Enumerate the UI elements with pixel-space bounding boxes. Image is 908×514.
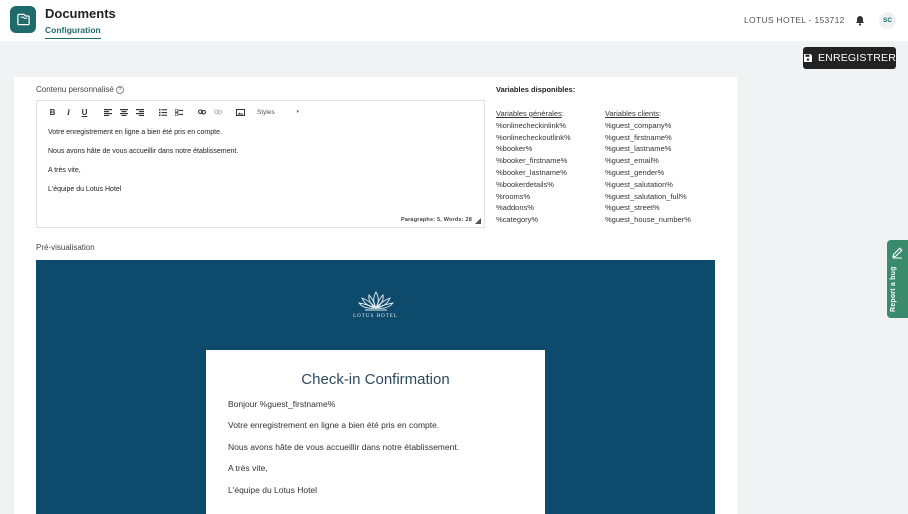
editor-toolbar <box>37 101 484 123</box>
email-body <box>228 400 459 507</box>
numbered-list-icon <box>159 109 167 116</box>
preview-label: Pré-visualisation <box>36 243 95 252</box>
tab-configuration[interactable]: Configuration <box>45 25 101 39</box>
variable-item[interactable]: %onlinecheckinlink% <box>496 120 567 130</box>
top-header <box>0 0 908 41</box>
numbered-list-button[interactable] <box>155 105 170 120</box>
align-right-button[interactable] <box>132 105 147 120</box>
variable-item[interactable]: %booker% <box>496 144 533 154</box>
email-card <box>206 350 545 514</box>
bold-icon: B <box>49 107 56 117</box>
bullet-list-icon <box>175 109 183 116</box>
client-variables-heading: Variables clients <box>605 109 660 118</box>
custom-content-label-text: Contenu personnalisé <box>36 85 114 94</box>
italic-icon: I <box>66 107 71 117</box>
variable-item[interactable]: %bookerdetails% <box>496 179 554 189</box>
rich-text-editor[interactable] <box>36 100 485 228</box>
bold-button[interactable] <box>45 105 60 120</box>
align-center-button[interactable] <box>116 105 131 120</box>
variable-item[interactable]: %onlinecheckoutlink% <box>496 132 571 142</box>
underline-icon: U <box>81 107 88 117</box>
bullet-list-button[interactable] <box>171 105 186 120</box>
variable-item[interactable]: %guest_salutation% <box>605 179 673 189</box>
link-button[interactable] <box>194 105 209 120</box>
variable-item[interactable]: %category% <box>496 215 539 225</box>
variable-item[interactable]: %guest_house_number% <box>605 215 691 225</box>
user-avatar[interactable]: SC <box>879 12 896 29</box>
align-center-icon <box>120 109 128 116</box>
hotel-brand <box>36 290 715 319</box>
variable-item[interactable]: %rooms% <box>496 191 531 201</box>
editor-paragraph: Votre enregistrement en ligne a bien été pris en compte. <box>48 129 222 136</box>
editor-paragraph: A très vite, <box>48 167 81 174</box>
variable-item[interactable]: %guest_gender% <box>605 167 665 177</box>
link-icon <box>198 109 206 115</box>
documents-app-logo[interactable] <box>10 6 36 33</box>
align-right-icon <box>136 109 144 116</box>
lotus-logo-icon <box>357 290 395 312</box>
page-title: Documents <box>45 6 116 21</box>
variable-item[interactable]: %guest_email% <box>605 156 659 166</box>
email-line: A très vite, <box>228 463 268 474</box>
email-line: L'équipe du Lotus Hotel <box>228 484 318 495</box>
notifications-button[interactable] <box>852 12 868 28</box>
variable-item[interactable]: %booker_lastname% <box>496 167 567 177</box>
unlink-icon <box>214 109 222 115</box>
variable-item[interactable]: %guest_company% <box>605 120 672 130</box>
client-variables-list: Variables clients: %guest_company% %guest_firstname% %guest_lastname% %guest_email% %guest_gender% %guest_salutation% %guest_salutation_full% %guest_street% %guest_house_number% <box>605 109 691 225</box>
image-icon <box>236 109 245 116</box>
email-preview <box>36 260 715 514</box>
general-variables-heading: Variables générales <box>496 109 562 118</box>
variable-item[interactable]: %guest_lastname% <box>605 144 672 154</box>
italic-button[interactable] <box>61 105 76 120</box>
styles-dropdown[interactable] <box>255 105 301 119</box>
unlink-button[interactable] <box>210 105 225 120</box>
variable-item[interactable]: %guest_firstname% <box>605 132 672 142</box>
editor-paragraph: Nous avons hâte de vous accueillir dans notre établissement. <box>48 148 239 155</box>
align-left-button[interactable] <box>100 105 115 120</box>
custom-content-label <box>36 85 124 94</box>
styles-dropdown-label: Styles <box>257 108 275 116</box>
variable-item[interactable]: %booker_firstname% <box>496 156 568 166</box>
editor-paragraph: L'équipe du Lotus Hotel <box>48 186 122 193</box>
save-button[interactable] <box>803 47 896 69</box>
hotel-selector[interactable]: LOTUS HOTEL - 153712 <box>744 15 845 25</box>
resize-handle-icon[interactable] <box>475 218 481 224</box>
variable-item[interactable]: %addons% <box>496 203 534 213</box>
general-variables-list: Variables générales: %onlinecheckinlink% %onlinecheckoutlink% %booker% %booker_firstname% %booker_lastname% %bookerdetails% %rooms% %addons% %category% <box>496 109 571 225</box>
editor-content[interactable] <box>48 129 238 205</box>
hotel-brand-name: LOTUS HOTEL <box>353 314 398 319</box>
documents-icon <box>16 12 31 27</box>
variables-title: Variables disponibles: <box>496 85 576 94</box>
align-left-icon <box>104 109 112 116</box>
report-bug-label: Report a bug <box>890 266 897 312</box>
pencil-icon <box>891 246 904 259</box>
report-bug-tab[interactable] <box>887 240 908 318</box>
bell-icon <box>855 15 865 26</box>
floppy-disk-icon <box>803 53 813 63</box>
caret-down-icon: ▾ <box>296 109 299 115</box>
email-title: Check-in Confirmation <box>301 371 450 388</box>
insert-image-button[interactable] <box>233 105 248 120</box>
underline-button[interactable] <box>77 105 92 120</box>
variable-item[interactable]: %guest_street% <box>605 203 660 213</box>
variable-item[interactable]: %guest_salutation_full% <box>605 191 687 201</box>
email-line: Bonjour %guest_firstname% <box>228 399 336 409</box>
save-button-label: ENREGISTRER <box>817 52 896 64</box>
editor-word-count: Paragraphs: 5, Words: 28 <box>400 217 472 223</box>
email-line: Votre enregistrement en ligne a bien été pris en compte. <box>228 420 440 431</box>
email-line: Nous avons hâte de vous accueillir dans notre établissement. <box>228 441 460 452</box>
help-icon[interactable]: ? <box>116 86 124 94</box>
